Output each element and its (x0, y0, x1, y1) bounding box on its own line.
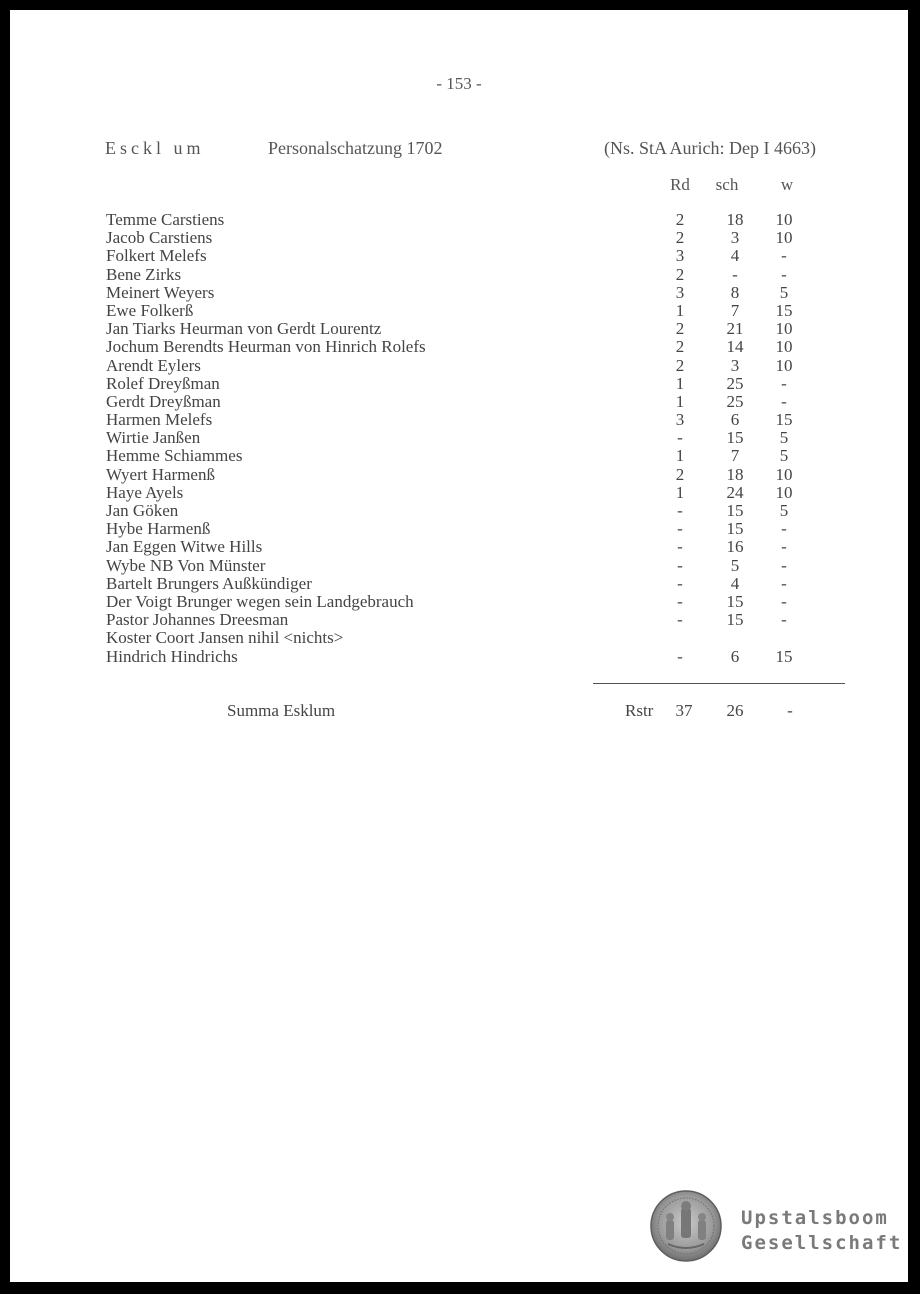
table-row (10, 447, 908, 465)
value-sch: 7 (730, 446, 740, 466)
value-rd: - (677, 646, 683, 666)
value-rd: - (677, 428, 683, 448)
value-sch: 14 (726, 337, 744, 357)
table-row (10, 484, 908, 502)
column-header-sch: sch (715, 175, 739, 194)
value-sch: 5 (730, 555, 740, 575)
value-sch: 8 (730, 282, 740, 302)
table-row (10, 375, 908, 393)
value-sch: 15 (726, 610, 744, 630)
value-w: - (781, 264, 787, 284)
value-rd: 1 (675, 391, 685, 411)
value-sch: - (732, 264, 738, 284)
value-rd: 2 (675, 355, 685, 375)
table-row (10, 302, 908, 320)
summa-rd: 37 (675, 701, 693, 720)
tax-list (10, 211, 908, 666)
value-rd: 2 (675, 337, 685, 357)
value-sch: 18 (726, 210, 744, 229)
value-rd: 1 (675, 446, 685, 466)
person-name: Hindrich Hindrichs (106, 646, 238, 666)
value-sch: 21 (726, 319, 744, 339)
value-rd: 2 (675, 264, 685, 284)
table-row (10, 520, 908, 538)
value-rd: 3 (675, 410, 685, 430)
value-rd: 1 (675, 300, 685, 320)
person-name: Ewe Folkerß (106, 300, 194, 320)
table-row (10, 538, 908, 556)
document-title: Personalschatzung 1702 (268, 138, 443, 158)
value-w: - (781, 519, 787, 539)
value-rd: 1 (675, 482, 685, 502)
value-rd: 2 (675, 319, 685, 339)
value-w: - (781, 573, 787, 593)
person-name: Jacob Carstiens (106, 228, 213, 248)
value-rd: - (677, 591, 683, 611)
value-sch: 24 (726, 482, 744, 502)
summa-sch: 26 (726, 701, 744, 720)
value-w: 10 (775, 464, 793, 484)
person-name: Bene Zirks (106, 264, 182, 284)
table-row (10, 211, 908, 229)
value-rd: 3 (675, 282, 685, 302)
value-sch: 3 (730, 355, 740, 375)
value-rd: - (677, 501, 683, 520)
person-name: Hemme Schiammes (106, 446, 243, 466)
value-rd: - (677, 519, 683, 539)
value-sch: 25 (726, 391, 744, 411)
page-number: - 153 - (436, 74, 482, 93)
person-name: Harmen Melefs (106, 410, 213, 430)
table-row (10, 320, 908, 338)
table-row (10, 611, 908, 629)
value-w: 10 (775, 228, 793, 248)
value-sch: 15 (726, 591, 744, 611)
value-sch: 4 (730, 246, 740, 266)
value-sch: 7 (730, 300, 740, 320)
value-sch: 15 (726, 428, 744, 448)
value-w: - (781, 610, 787, 630)
sum-divider-line (593, 683, 845, 684)
table-row (10, 411, 908, 429)
person-name: Wyert Harmenß (106, 464, 215, 484)
table-row (10, 593, 908, 611)
archive-source: (Ns. StA Aurich: Dep I 4663) (604, 138, 816, 158)
value-w: 10 (775, 355, 793, 375)
table-row (10, 357, 908, 375)
value-rd: - (677, 537, 683, 557)
table-row (10, 284, 908, 302)
value-rd: - (677, 555, 683, 575)
value-w: 5 (779, 282, 789, 302)
table-row (10, 229, 908, 247)
value-w: 10 (775, 337, 793, 357)
value-w: - (781, 373, 787, 393)
person-name: Folkert Melefs (106, 246, 207, 266)
value-rd: 1 (675, 373, 685, 393)
person-name: Jochum Berendts Heurman von Hinrich Rolefs (106, 337, 426, 357)
table-row (10, 629, 908, 647)
value-rd: - (677, 573, 683, 593)
value-w: 5 (779, 446, 789, 466)
value-sch: 4 (730, 573, 740, 593)
value-sch: 6 (730, 410, 740, 430)
table-row (10, 338, 908, 356)
table-row (10, 575, 908, 593)
summa-unit: Rstr (625, 701, 654, 720)
person-name: Der Voigt Brunger wegen sein Landgebrauch (106, 591, 414, 611)
value-rd: - (677, 610, 683, 630)
value-w: - (781, 555, 787, 575)
value-w: 15 (775, 300, 793, 320)
value-w: 15 (775, 410, 793, 430)
person-name: Jan Eggen Witwe Hills (106, 537, 263, 557)
value-sch: 15 (726, 501, 744, 520)
document-page (10, 10, 908, 1282)
table-row (10, 557, 908, 575)
value-sch: 25 (726, 373, 744, 393)
value-rd: 2 (675, 210, 685, 229)
value-w: 5 (779, 428, 789, 448)
person-name: Meinert Weyers (106, 282, 215, 302)
person-name: Wybe NB Von Münster (106, 555, 266, 575)
place-name: Esckl um (105, 138, 205, 158)
person-name: Temme Carstiens (106, 210, 225, 229)
summa-label: Summa Esklum (227, 701, 336, 720)
value-w: - (781, 391, 787, 411)
value-w: 10 (775, 482, 793, 502)
table-row (10, 247, 908, 265)
column-header-w: w (780, 175, 794, 194)
society-seal-icon (650, 1190, 722, 1262)
person-name: Bartelt Brungers Außkündiger (106, 573, 312, 593)
value-sch: 18 (726, 464, 744, 484)
person-name: Wirtie Janßen (106, 428, 201, 448)
column-header-rd: Rd (670, 175, 690, 194)
value-rd: 2 (675, 464, 685, 484)
value-w: 15 (775, 646, 793, 666)
value-sch: 6 (730, 646, 740, 666)
value-sch: 3 (730, 228, 740, 248)
table-row (10, 393, 908, 411)
table-row (10, 466, 908, 484)
value-w: - (781, 537, 787, 557)
table-row (10, 648, 908, 666)
value-w: - (781, 591, 787, 611)
value-sch: 15 (726, 519, 744, 539)
value-w: 5 (779, 501, 789, 520)
value-w: - (781, 246, 787, 266)
person-name: Koster Coort Jansen nihil <nichts> (106, 628, 344, 648)
person-name: Hybe Harmenß (106, 519, 211, 539)
society-name-line2: Gesellschaft (741, 1232, 903, 1254)
value-rd: 2 (675, 228, 685, 248)
person-name: Arendt Eylers (106, 355, 201, 375)
value-sch: 16 (726, 537, 744, 557)
table-row (10, 429, 908, 447)
summa-w: - (787, 701, 793, 720)
person-name: Gerdt Dreyßman (106, 391, 221, 411)
person-name: Jan Göken (106, 501, 179, 520)
value-w: 10 (775, 319, 793, 339)
value-rd: 3 (675, 246, 685, 266)
person-name: Rolef Dreyßman (106, 373, 220, 393)
society-name-line1: Upstalsboom (741, 1207, 889, 1229)
person-name: Pastor Johannes Dreesman (106, 610, 289, 630)
person-name: Haye Ayels (106, 482, 184, 502)
value-w: 10 (775, 210, 793, 229)
table-row (10, 502, 908, 520)
person-name: Jan Tiarks Heurman von Gerdt Lourentz (106, 319, 382, 339)
table-row (10, 266, 908, 284)
